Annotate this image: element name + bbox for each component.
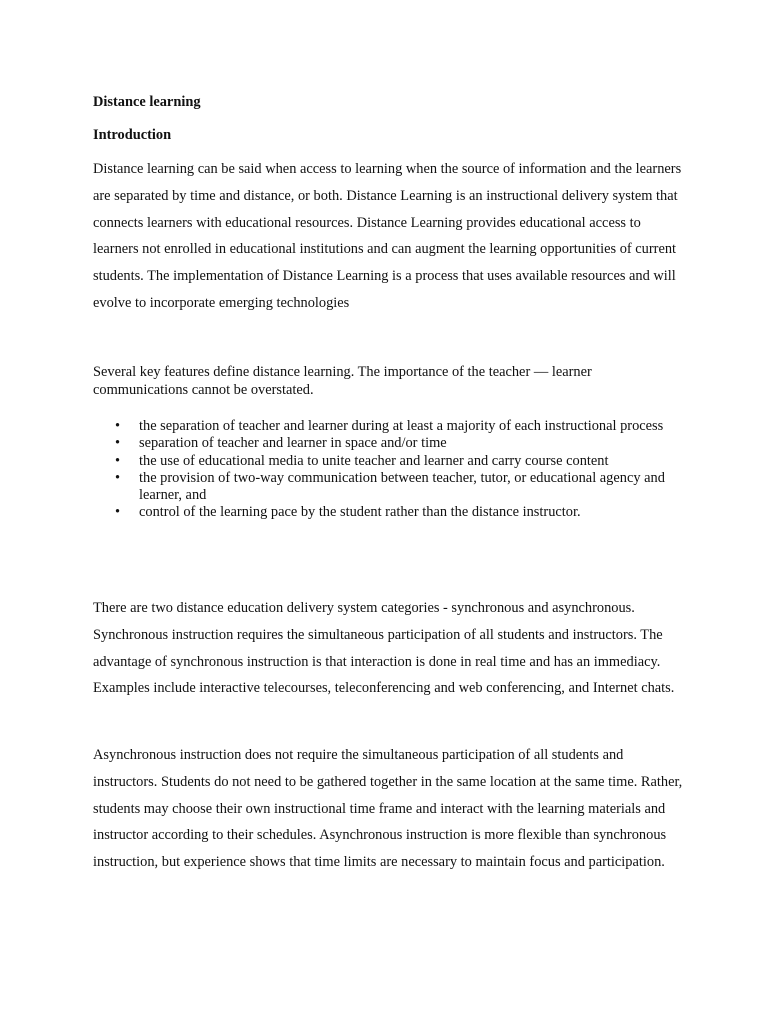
bullet-icon: • [115,435,121,452]
section-heading-introduction: Introduction [93,127,172,143]
bullet-icon: • [115,469,121,486]
document-title: Distance learning [93,94,201,110]
paragraph-synchronous: There are two distance education delivery system categories - synchronous and asynchronous. Synchronous instruction requires the simultaneous participation of all students and instructors. The advantage of synchronous instruction is that interaction is done in real time and has an immediacy. Examples include interactive telecourses, teleconferencing and web conferencing, and Internet chats. [93,600,675,697]
bullet-icon: • [115,418,121,434]
list-item [93,435,669,452]
list-item-text: the separation of teacher and learner during at least a majority of each instructional process [139,418,664,434]
list-item [93,418,669,435]
list-item-text: control of the learning pace by the student rather than the distance instructor. [139,504,581,521]
paragraph-key-features: Several key features define distance learning. The importance of the teacher — learner communications cannot be overstated. [93,364,592,398]
paragraph-definition: Distance learning can be said when access to learning when the source of information and the learners are separated by time and distance, or both. Distance Learning is an instructional delivery system that connects learners with educational resources. Distance Learning provides educational access to learners not enrolled in educational institutions and can augment the learning opportunities of current students. The implementation of Distance Learning is a process that uses available resources and will evolve to incorporate emerging technologies [93,161,682,311]
bullet-icon: • [115,504,121,521]
list-item-text: separation of teacher and learner in space and/or time [139,435,447,452]
list-item [93,470,669,505]
feature-list [93,418,689,522]
list-item [93,504,669,521]
list-item [93,453,669,470]
bullet-icon: • [115,452,121,469]
list-item-text: the provision of two-way communication between teacher, tutor, or educational agency and learner, and [139,469,665,504]
paragraph-asynchronous: Asynchronous instruction does not require the simultaneous participation of all students and instructors. Students do not need to be gathered together in the same location at the same time. Rather, students may choose their own instructional time frame and interact with the learning materials and instructor according to their schedules. Asynchronous instruction is more flexible than synchronous instruction, but experience shows that time limits are necessary to maintain focus and participation. [93,747,683,871]
list-item-text: the use of educational media to unite teacher and learner and carry course content [139,452,609,469]
